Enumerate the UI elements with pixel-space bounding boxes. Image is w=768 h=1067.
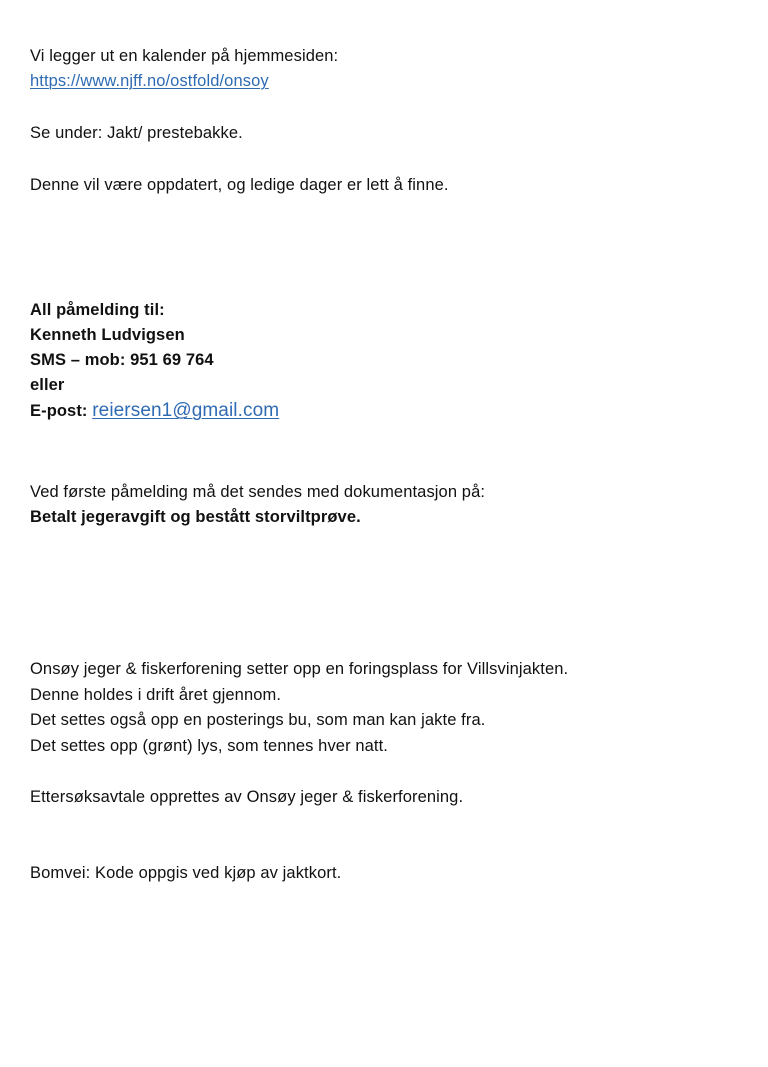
calendar-intro: Vi legger ut en kalender på hjemmesiden: (30, 47, 339, 65)
facilities-line: Det settes opp (grønt) lys, som tennes hver natt. (30, 737, 388, 755)
email-label: E-post: (30, 402, 88, 420)
calendar-url-link[interactable]: https://www.njff.no/ostfold/onsoy (30, 72, 269, 90)
tracking-agreement: Ettersøksavtale opprettes av Onsøy jeger & fiskerforening. (30, 788, 464, 806)
contact-sms: SMS – mob: 951 69 764 (30, 351, 214, 369)
toll-road-info: Bomvei: Kode oppgis ved kjøp av jaktkort. (30, 864, 342, 882)
registration-heading: All påmelding til: (30, 301, 165, 319)
facilities-line: Det settes også opp en posterings bu, som man kan jakte fra. (30, 711, 486, 729)
updated-note: Denne vil være oppdatert, og ledige dager er lett å finne. (30, 176, 449, 194)
facilities-line: Onsøy jeger & fiskerforening setter opp en foringsplass for Villsvinjakten. (30, 660, 569, 678)
email-link[interactable]: reiersen1@gmail.com (92, 400, 280, 421)
see-under-text: Se under: Jakt/ prestebakke. (30, 124, 243, 142)
contact-name: Kenneth Ludvigsen (30, 326, 185, 344)
documentation-requirement: Betalt jegeravgift og bestått storviltprøve. (30, 508, 361, 526)
documentation-intro: Ved første påmelding må det sendes med dokumentasjon på: (30, 483, 486, 501)
contact-or: eller (30, 376, 65, 394)
calendar-line (30, 70, 269, 92)
contact-email-line (30, 400, 279, 422)
facilities-line: Denne holdes i drift året gjennom. (30, 686, 282, 704)
